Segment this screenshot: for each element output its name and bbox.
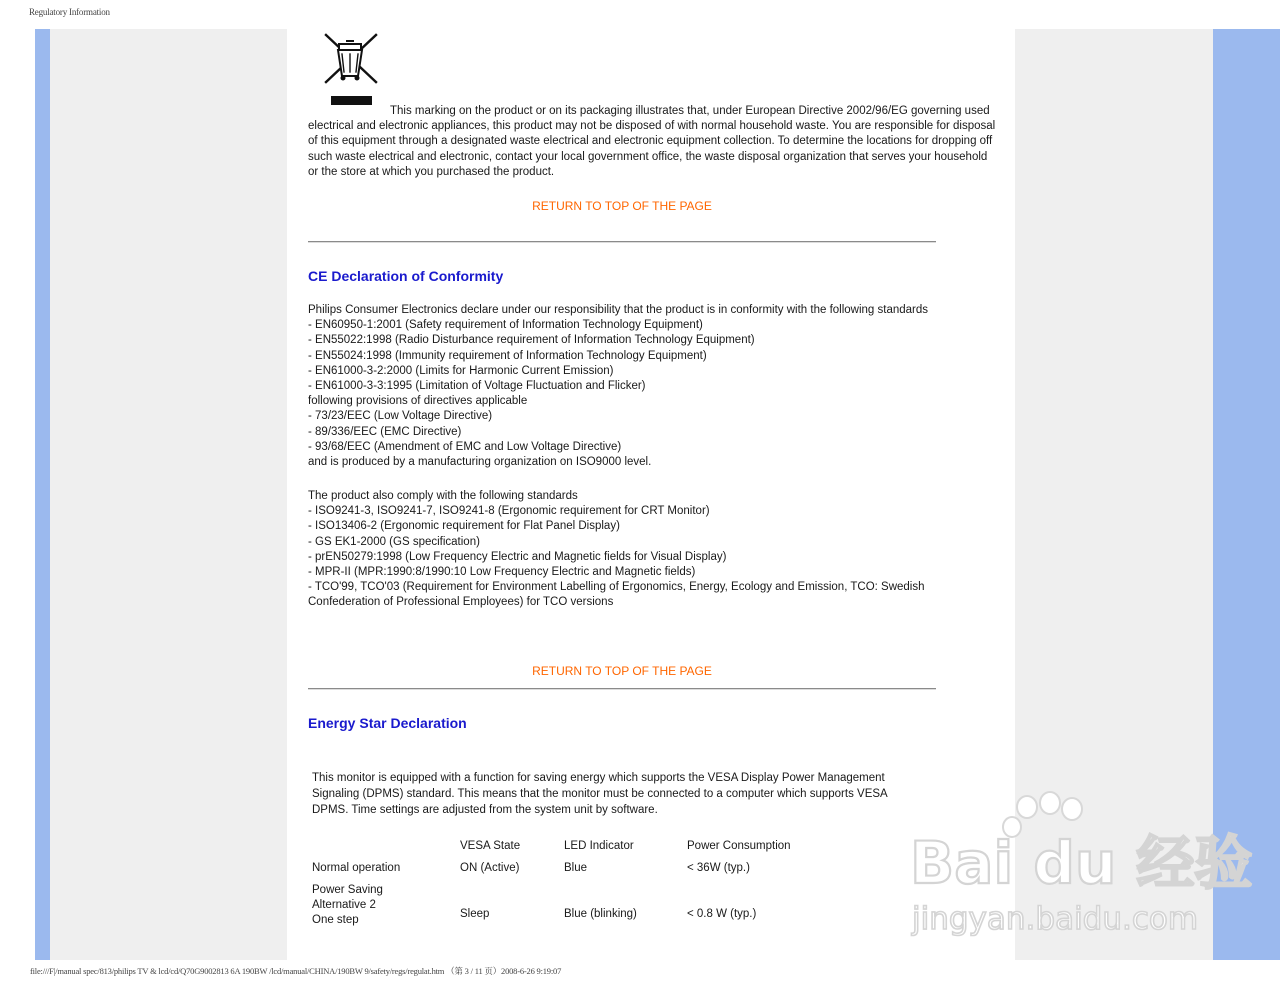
left-gray-margin (50, 29, 287, 960)
energy-star-paragraph (312, 770, 888, 818)
return-to-top-link[interactable]: RETURN TO TOP OF THE PAGE (532, 664, 712, 678)
ce-section-title: CE Declaration of Conformity (308, 268, 504, 284)
ce-line: - 93/68/EEC (Amendment of EMC and Low Voltage Directive) (308, 440, 622, 453)
table-header-led-indicator: LED Indicator (564, 840, 634, 852)
table-cell-mode: Normal operation (312, 862, 401, 874)
ce-line: - 89/336/EEC (EMC Directive) (308, 425, 462, 438)
ce-additional-standards-paragraph (308, 489, 925, 611)
ce-line: - GS EK1-2000 (GS specification) (308, 535, 480, 548)
ce-line: - MPR-II (MPR:1990:8/1990:10 Low Frequency Electric and Magnetic fields) (308, 566, 696, 579)
energy-line: This monitor is equipped with a function for saving energy which supports the VESA Display Power Management (312, 772, 885, 784)
watermark-url: jingyan.baidu.com (912, 901, 1199, 937)
table-cell-led: Blue (blinking) (564, 908, 637, 920)
ce-line: - 73/23/EEC (Low Voltage Directive) (308, 410, 493, 423)
energy-line: DPMS. Time settings are adjusted from the system unit by software. (312, 804, 658, 816)
table-header-vesa-state: VESA State (460, 840, 521, 852)
ce-line: - EN55024:1998 (Immunity requirement of Information Technology Equipment) (308, 349, 707, 362)
table-cell-state: Sleep (460, 908, 490, 920)
table-cell-led: Blue (564, 862, 588, 874)
ce-line: - EN55022:1998 (Radio Disturbance requirement of Information Technology Equipment) (308, 334, 755, 347)
ce-line: Philips Consumer Electronics declare under our responsibility that the product is in conformity with the following standards (308, 304, 929, 316)
weee-line: This marking on the product or on its packaging illustrates that, under European Directive 2002/96/EG governing used (390, 105, 990, 117)
table-cell-state: ON (Active) (460, 862, 520, 874)
table-cell-power: < 36W (typ.) (687, 862, 750, 874)
table-cell-mode: Power Saving (312, 884, 383, 896)
weee-line: electrical and electronic appliances, this product may not be disposed of with normal household waste. You are responsible for disposal (308, 120, 996, 133)
energy-line: Signaling (DPMS) standard. This means that the monitor must be connected to a computer which supports VESA (312, 788, 888, 800)
ce-line: - ISO9241-3, ISO9241-7, ISO9241-8 (Ergonomic requirement for CRT Monitor) (308, 505, 710, 518)
weee-line: of this equipment through a designated waste electrical and electronic equipment collection. To determine the locations for dropping off (308, 135, 993, 148)
ce-line: - EN60950-1:2001 (Safety requirement of Information Technology Equipment) (308, 319, 703, 332)
table-header-power-consumption: Power Consumption (687, 840, 791, 852)
crossed-out-wheelie-bin-icon (320, 32, 382, 108)
baidu-jingyan-watermark (900, 795, 1253, 945)
right-blue-border (1213, 29, 1280, 960)
ce-line: and is produced by a manufacturing organization on ISO9000 level. (308, 456, 652, 469)
ce-standards-paragraph (308, 303, 928, 470)
energy-star-section-title: Energy Star Declaration (308, 715, 467, 731)
horizontal-divider (308, 241, 936, 243)
ce-line: - ISO13406-2 (Ergonomic requirement for Flat Panel Display) (308, 520, 620, 533)
print-header: Regulatory Information (29, 7, 110, 17)
ce-line: - TCO'99, TCO'03 (Requirement for Environment Labelling of Ergonomics, Energy, Ecology and Emission, TCO: Swedish (308, 581, 925, 594)
ce-line: following provisions of directives applicable (308, 395, 528, 408)
left-blue-border (35, 29, 50, 960)
table-cell-mode: One step (312, 914, 359, 926)
weee-line: such waste electrical and electronic, contact your local government office, the waste disposal organization that serves your household (308, 150, 988, 163)
ce-line: Confederation of Professional Employees) for TCO versions (308, 596, 614, 609)
horizontal-divider (308, 688, 936, 690)
ce-line: The product also comply with the following standards (308, 490, 578, 502)
table-cell-power: < 0.8 W (typ.) (687, 908, 757, 920)
table-cell-mode: Alternative 2 (312, 899, 376, 911)
ce-line: - prEN50279:1998 (Low Frequency Electric and Magnetic fields for Visual Display) (308, 550, 727, 563)
weee-line: or the store at which you purchased the product. (308, 165, 555, 178)
ce-line: - EN61000-3-3:1995 (Limitation of Voltage Fluctuation and Flicker) (308, 380, 646, 393)
print-footer: file:///F|/manual spec/813/philips TV & lcd/cd/Q70G9002813 6A 190BW /lcd/manual/CHINA/190BW 9/safety/regs/regulat.htm （第 3 / 11 页）2008-6-26 9:19:07 (30, 966, 562, 976)
return-to-top-link[interactable]: RETURN TO TOP OF THE PAGE (532, 199, 712, 213)
watermark-brand: Bai du 经验 (910, 829, 1253, 897)
weee-paragraph (308, 104, 996, 180)
ce-line: - EN61000-3-2:2000 (Limits for Harmonic Current Emission) (308, 364, 614, 377)
